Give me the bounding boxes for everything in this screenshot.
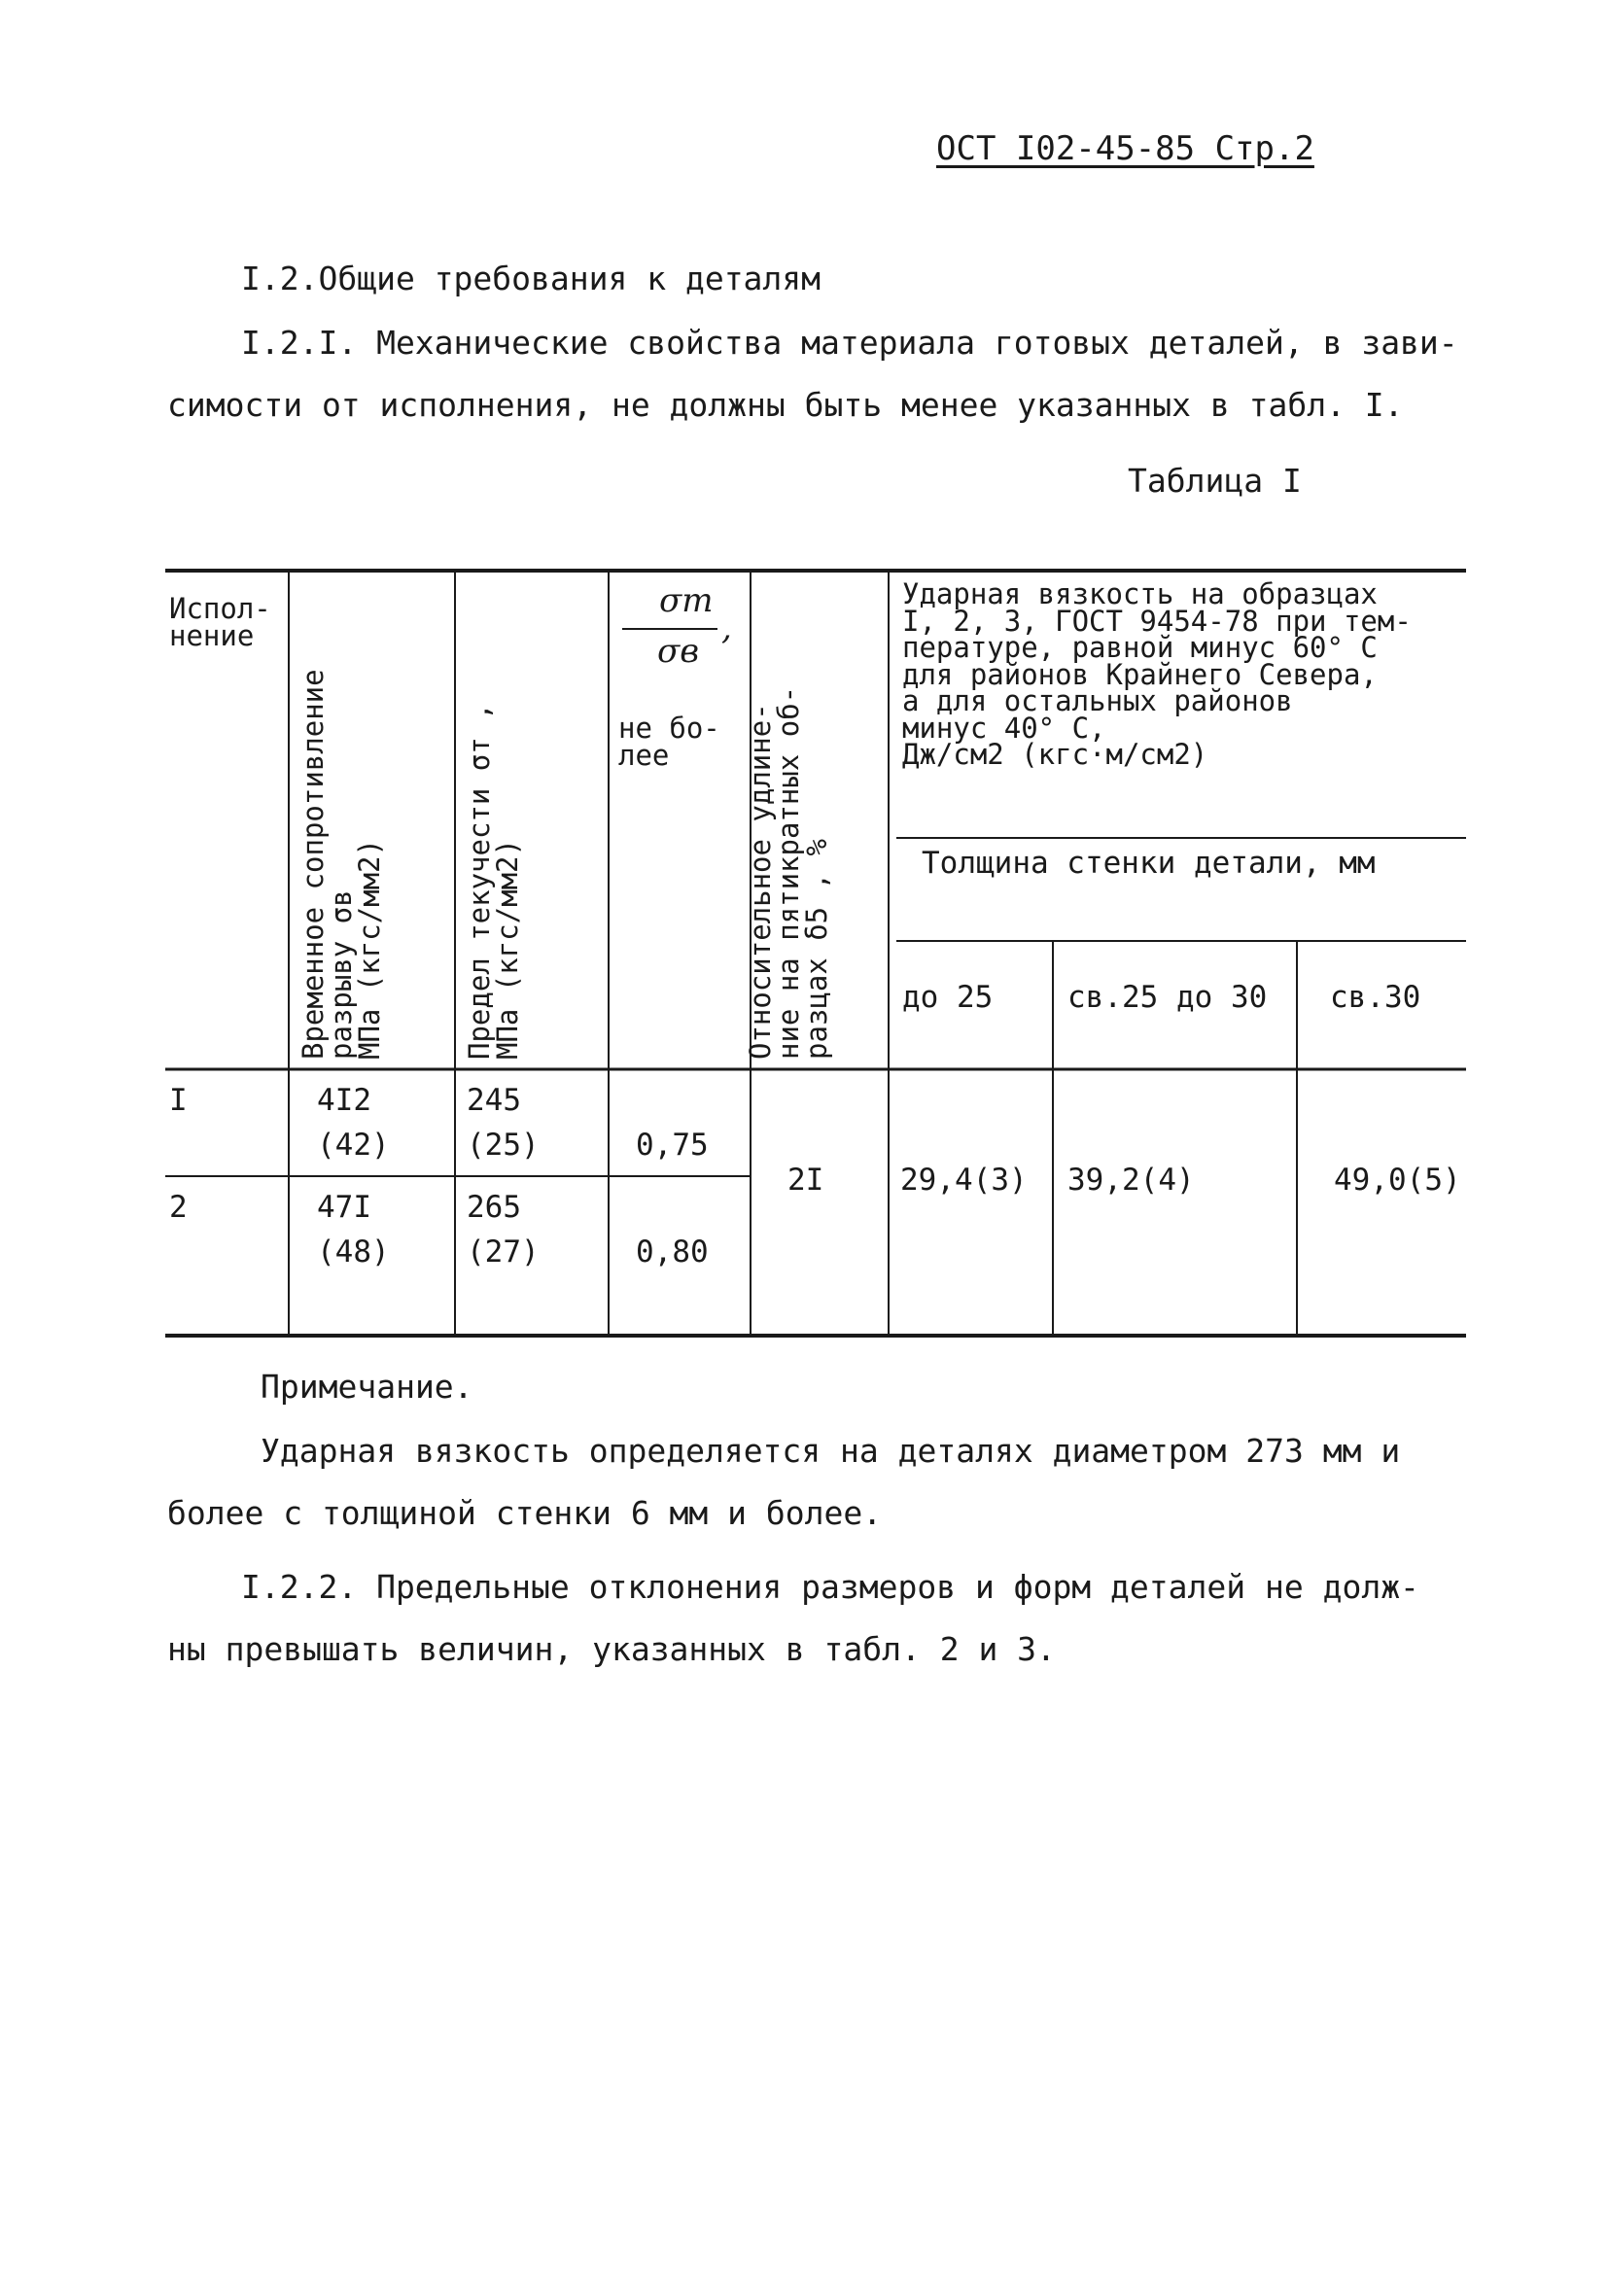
- ratio-comma: ,: [721, 609, 732, 647]
- header-yield-strength: Предел текучести σт , МПа (кгс/мм2): [463, 703, 524, 1060]
- table-row-1-yield-kgf: (25): [467, 1128, 540, 1163]
- note-line-2: более с толщиной стенки 6 мм и более.: [167, 1494, 883, 1532]
- note-line-1: Ударная вязкость определяется на деталях диаметром 273 мм и: [261, 1432, 1401, 1470]
- ratio-numerator: σт: [659, 581, 714, 620]
- table-row-2-tensile-kgf: (48): [317, 1235, 390, 1270]
- table-row-2-ratio: 0,80: [636, 1235, 709, 1270]
- table-elongation-value: 2I: [787, 1163, 824, 1198]
- table-title: Таблица I: [1128, 462, 1302, 500]
- table-row-1-tensile-mpa: 4I2: [317, 1083, 371, 1118]
- table-row-2-execution: 2: [169, 1190, 188, 1225]
- document-header: ОСТ I02-45-85 Стр.2: [936, 129, 1314, 168]
- header-thickness-over-30: св.30: [1330, 980, 1421, 1015]
- header-wall-thickness: Толщина стенки детали, мм: [922, 846, 1376, 881]
- table-impact-25-30: 39,2(4): [1067, 1163, 1195, 1198]
- section-title: I.2.Общие требования к деталям: [241, 260, 821, 297]
- table-row-2-yield-kgf: (27): [467, 1235, 540, 1270]
- header-thickness-upto-25: до 25: [902, 980, 994, 1015]
- header-elongation: Относительное удлине- ние на пятикратных об- разцах δ5 , %: [744, 685, 833, 1060]
- ratio-fraction-bar: [622, 628, 717, 630]
- header-tensile-strength: Временное сопротивление разрыву σв МПа (кгс/мм2): [297, 669, 386, 1060]
- table-row-2-yield-mpa: 265: [467, 1190, 521, 1225]
- paragraph-1-line-2: симости от исполнения, не должны быть менее указанных в табл. I.: [167, 386, 1404, 424]
- paragraph-2-line-2: ны превышать величин, указанных в табл. 2 и 3.: [167, 1630, 1056, 1668]
- header-execution: Испол- нение: [169, 592, 271, 652]
- ratio-denominator: σв: [657, 632, 699, 671]
- header-impact-toughness: Ударная вязкость на образцах I, 2, 3, ГОСТ 9454-78 при тем- пературе, равной минус 60° С для районов Крайнего Севера, а для остальных районов минус 40° С, Дж/см2 (кгс·м/см2): [902, 577, 1412, 772]
- table-row-1-tensile-kgf: (42): [317, 1128, 390, 1163]
- paragraph-1-line-1: I.2.I. Механические свойства материала готовых деталей, в зави-: [241, 324, 1458, 362]
- header-ratio-note: не бо- лее: [618, 712, 720, 772]
- header-thickness-25-30: св.25 до 30: [1067, 980, 1268, 1015]
- table-row-1-ratio: 0,75: [636, 1128, 709, 1163]
- table-impact-upto-25: 29,4(3): [900, 1163, 1028, 1198]
- table-impact-over-30: 49,0(5): [1334, 1163, 1461, 1198]
- table-row-1-execution: I: [169, 1083, 188, 1118]
- paragraph-2-line-1: I.2.2. Предельные отклонения размеров и форм деталей не долж-: [241, 1568, 1419, 1606]
- table-row-1-yield-mpa: 245: [467, 1083, 521, 1118]
- note-title: Примечание.: [261, 1368, 473, 1406]
- table-row-2-tensile-mpa: 47I: [317, 1190, 371, 1225]
